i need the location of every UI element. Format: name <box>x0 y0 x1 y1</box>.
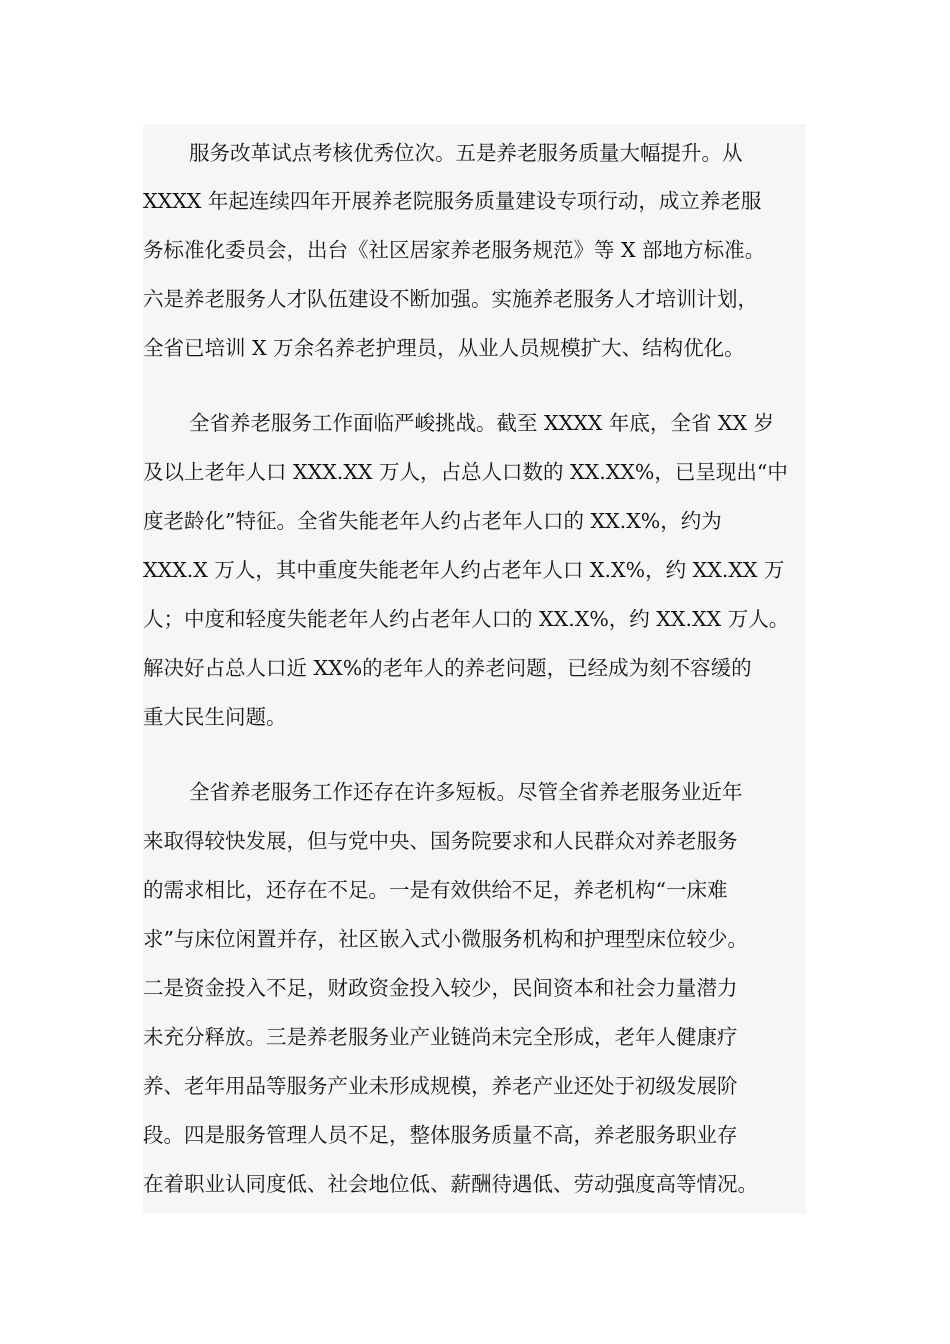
text-line: 务标准化委员会，出台《社区居家养老服务规范》等 X 部地方标准。 <box>143 238 766 262</box>
text-line: 人；中度和轻度失能老年人约占老年人口的 XX.X%，约 XX.XX 万人。 <box>143 607 790 631</box>
text-line: 未充分释放。三是养老服务业产业链尚未完全形成，老年人健康疗 <box>143 1025 738 1049</box>
text-line: 及以上老年人口 XXX.XX 万人，占总人口数的 XX.XX%，已呈现出“中 <box>143 460 788 484</box>
paragraph-first-line: 全省养老服务工作面临严峻挑战。截至 XXXX 年底，全省 XX 岁 <box>189 411 775 435</box>
text-line: XXXX 年起连续四年开展养老院服务质量建设专项行动，成立养老服 <box>143 189 762 213</box>
text-line: 度老龄化”特征。全省失能老年人约占老年人口的 XX.X%，约为 <box>143 509 722 533</box>
text-line: 来取得较快发展，但与党中央、国务院要求和人民群众对养老服务 <box>143 829 738 853</box>
text-line: 全省已培训 X 万余名养老护理员，从业人员规模扩大、结构优化。 <box>143 336 745 360</box>
text-line: 重大民生问题。 <box>143 705 287 729</box>
text-line: 求”与床位闲置并存，社区嵌入式小微服务机构和护理型床位较少。 <box>143 927 748 951</box>
text-line: XXX.X 万人，其中重度失能老年人约占老年人口 X.X%，约 XX.XX 万 <box>143 558 785 582</box>
text-line: 段。四是服务管理人员不足，整体服务质量不高，养老服务职业存 <box>143 1123 738 1147</box>
paragraph-first-line: 全省养老服务工作还存在许多短板。尽管全省养老服务业近年 <box>189 780 743 804</box>
text-line: 二是资金投入不足，财政资金投入较少，民间资本和社会力量潜力 <box>143 976 738 1000</box>
text-line: 六是养老服务人才队伍建设不断加强。实施养老服务人才培训计划， <box>143 287 758 311</box>
text-line: 在着职业认同度低、社会地位低、薪酬待遇低、劳动强度高等情况。 <box>143 1172 758 1196</box>
text-line: 服务改革试点考核优秀位次。五是养老服务质量大幅提升。从 <box>189 141 743 165</box>
text-line: 解决好占总人口近 XX%的老年人的养老问题，已经成为刻不容缓的 <box>143 656 752 680</box>
text-line: 养、老年用品等服务产业未形成规模，养老产业还处于初级发展阶 <box>143 1074 738 1098</box>
text-line: 的需求相比，还存在不足。一是有效供给不足，养老机构“一床难 <box>143 878 728 902</box>
